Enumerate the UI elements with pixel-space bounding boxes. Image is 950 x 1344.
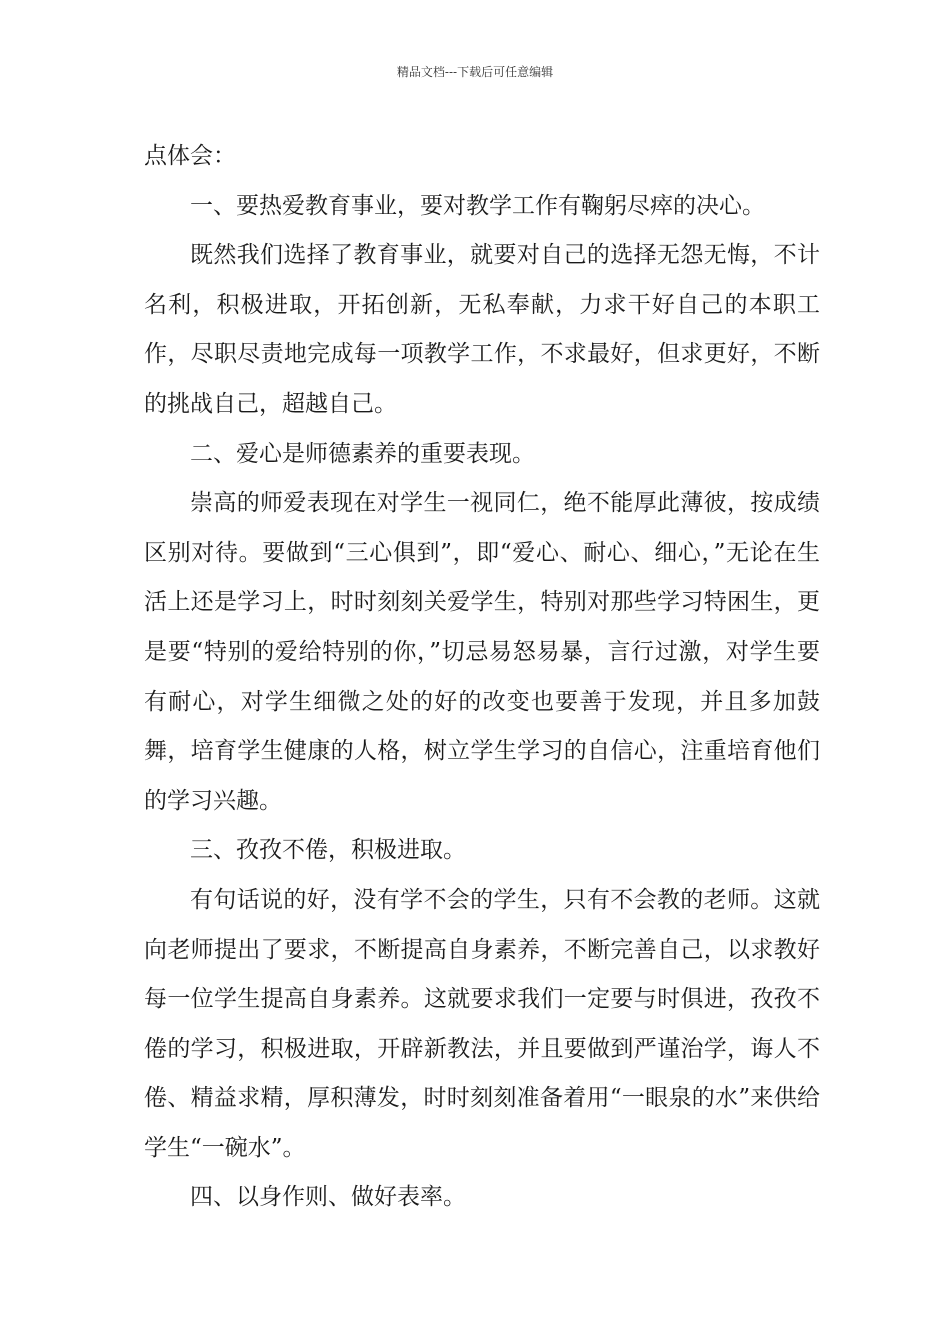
paragraph-point-2-body: 崇高的师爱表现在对学生一视同仁，绝不能厚此薄彼，按成绩区别对待。要做到“三心俱到”，即“爱心、耐心、细心，”无论在生活上还是学习上，时时刻刻关爱学生，特别对那些学习特困生，更是要“特别的爱给特别的你，”切忌易怒易暴，言行过激，对学生要有耐心，对学生细微之处的好的改变也要善于发现，并且多加鼓舞，培育学生健康的人格，树立学生学习的自信心，注重培育他们的学习兴趣。 [144,490,820,814]
page-header: 精品文档---下载后可任意编辑 [396,65,554,79]
heading-point-2: 二、爱心是师德素养的重要表现。 [190,440,535,467]
heading-point-1: 一、要热爱教育事业，要对教学工作有鞠躬尽瘁的决心。 [190,192,765,219]
heading-point-3: 三、孜孜不倦，积极进取。 [190,837,466,864]
document-body [144,132,820,1223]
paragraph-point-3-body: 有句话说的好，没有学不会的学生，只有不会教的老师。这就向老师提出了要求，不断提高自身素养，不断完善自己，以求教好每一位学生提高自身素养。这就要求我们一定要与时俱进，孜孜不倦的学习，积极进取，开辟新教法，并且要做到严谨治学，诲人不倦、精益求精，厚积薄发，时时刻刻准备着用“一眼泉的水”来供给学生“一碗水”。 [144,886,820,1161]
heading-point-4: 四、以身作则、做好表率。 [190,1184,466,1211]
paragraph-continuation: 点体会： [144,143,236,169]
paragraph-point-1-body: 既然我们选择了教育事业，就要对自己的选择无怨无悔，不计名利，积极进取，开拓创新，无私奉献，力求干好自己的本职工作，尽职尽责地完成每一项教学工作，不求最好，但求更好，不断的挑战自己，超越自己。 [144,242,820,417]
